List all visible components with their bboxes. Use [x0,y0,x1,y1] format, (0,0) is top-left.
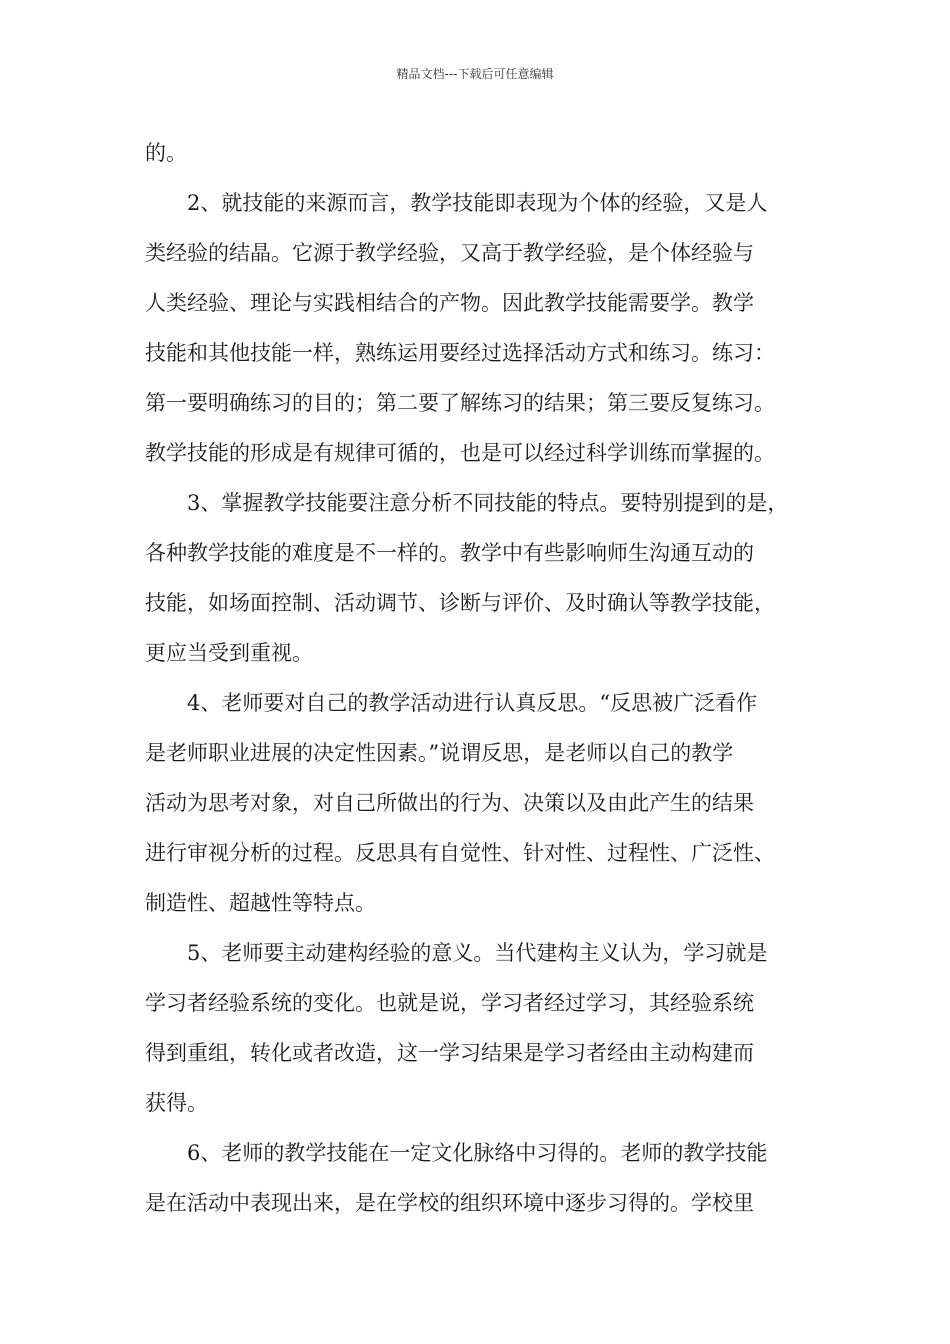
text-line: 技能，如场面控制、活动调节、诊断与评价、及时确认等教学技能， [145,591,775,615]
text-line: 第一要明确练习的目的；第二要了解练习的结果；第三要反复练习。 [145,391,775,415]
text-line: 进行审视分析的过程。反思具有自觉性、针对性、过程性、广泛性、 [145,841,775,865]
text-line: 2、就技能的来源而言，教学技能即表现为个体的经验，又是人 [187,191,768,215]
text-line: 更应当受到重视。 [145,641,313,665]
text-line: 教学技能的形成是有规律可循的，也是可以经过科学训练而掌握的。 [145,441,775,465]
text-line: 人类经验、理论与实践相结合的产物。因此教学技能需要学。教学 [145,291,754,315]
text-line: 获得。 [145,1091,208,1115]
text-line: 4、老师要对自己的教学活动进行认真反思。“反思被广泛看作 [187,691,758,715]
text-line: 是老师职业进展的决定性因素。”说谓反思，是老师以自己的教学 [145,741,734,765]
text-line: 3、掌握教学技能要注意分析不同技能的特点。要特别提到的是， [187,491,789,515]
text-line: 是在活动中表现出来，是在学校的组织环境中逐步习得的。学校里 [145,1191,754,1215]
text-line: 5、老师要主动建构经验的意义。当代建构主义认为，学习就是 [187,941,768,965]
text-line: 的。 [145,141,187,165]
text-line: 制造性、超越性等特点。 [145,891,376,915]
text-line: 活动为思考对象，对自己所做出的行为、决策以及由此产生的结果 [145,791,754,815]
text-line: 学习者经验系统的变化。也就是说，学习者经过学习，其经验系统 [145,991,754,1015]
text-line: 得到重组，转化或者改造，这一学习结果是学习者经由主动构建而 [145,1041,754,1065]
text-line: 各种教学技能的难度是不一样的。教学中有些影响师生沟通互动的 [145,541,754,565]
text-line: 类经验的结晶。它源于教学经验，又高于教学经验，是个体经验与 [145,241,754,265]
page-header: 精品文档---下载后可任意编辑 [396,67,554,81]
document-body [145,128,810,1228]
text-line: 6、老师的教学技能在一定文化脉络中习得的。老师的教学技能 [187,1141,768,1165]
text-line: 技能和其他技能一样，熟练运用要经过选择活动方式和练习。练习： [145,341,775,365]
